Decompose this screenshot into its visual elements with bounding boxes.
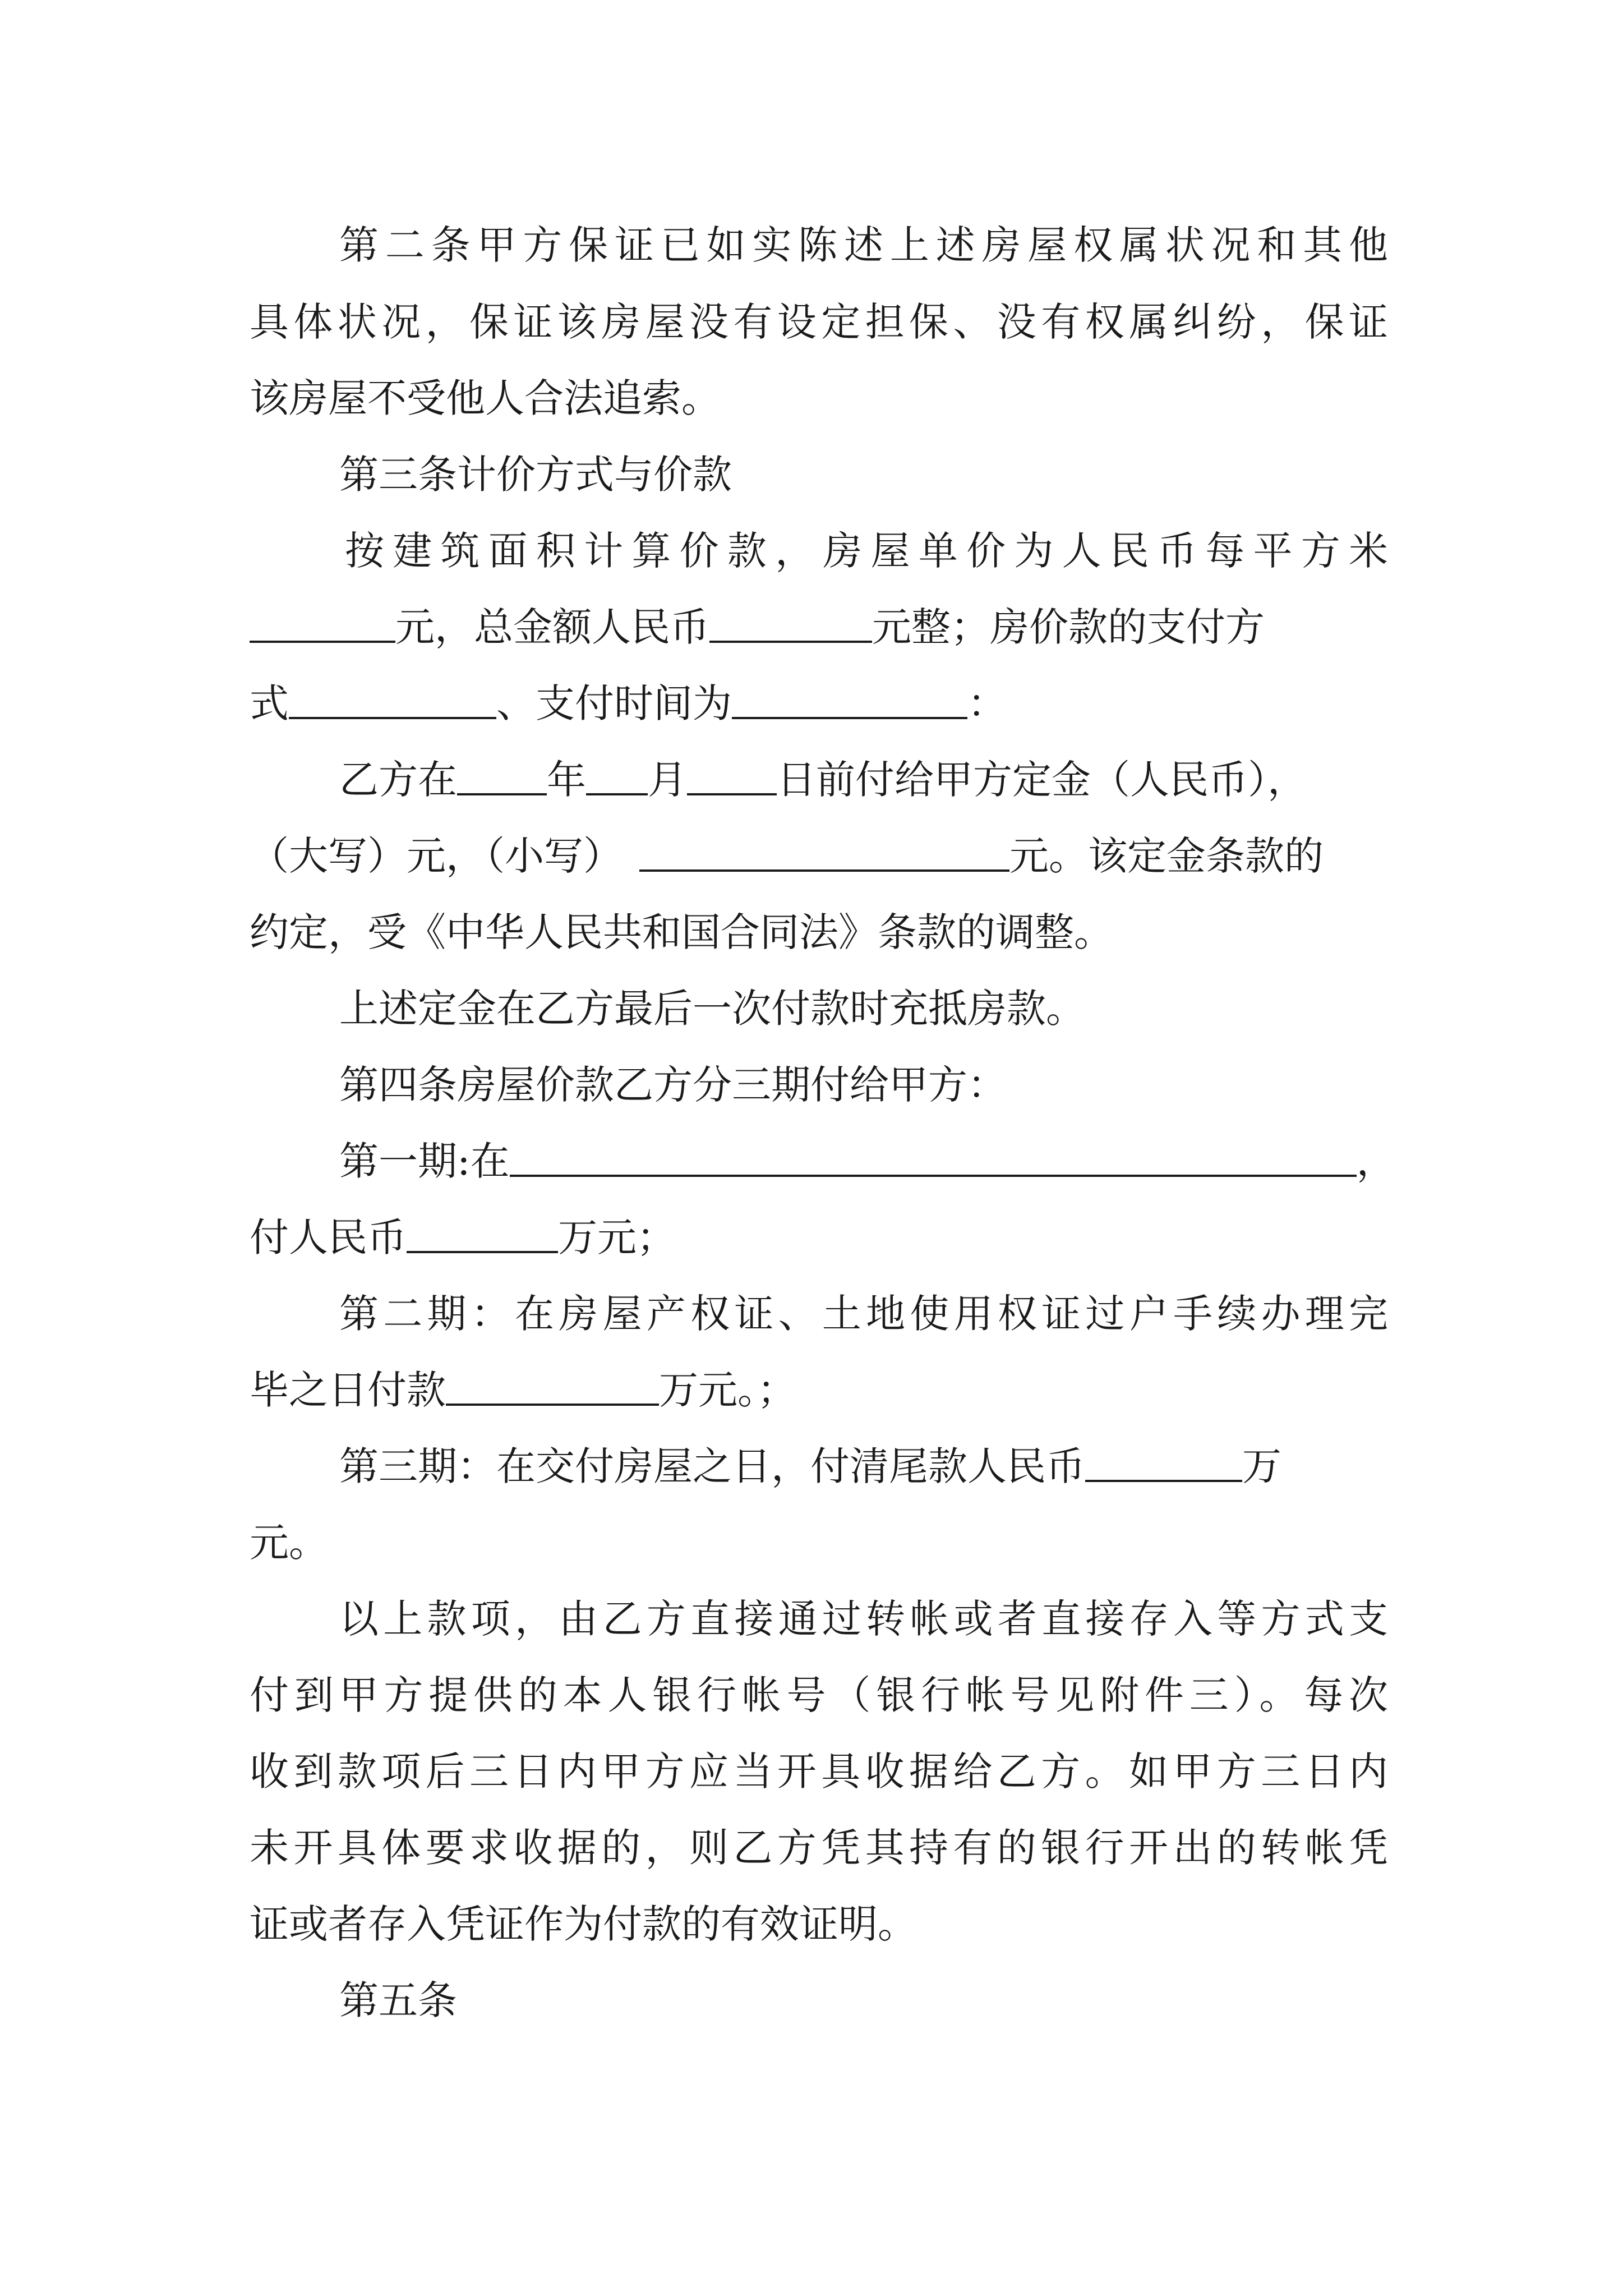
phase1-text-c: 在: [470, 1138, 510, 1184]
deposit-text-a: 乙方在: [339, 757, 457, 803]
total-price-blank[interactable]: [709, 606, 872, 643]
pay-method-line: [250, 678, 1388, 729]
deposit-text-b: 年: [547, 757, 586, 803]
phase1-text-d: ，: [1356, 1138, 1396, 1184]
phase3-amount-blank[interactable]: [1085, 1445, 1242, 1482]
unit-price-blank[interactable]: [250, 606, 395, 643]
article-heading: 第三条计价方式与价款: [339, 452, 732, 498]
paragraph-line: 元。: [250, 1520, 328, 1566]
paragraph-line: 收到款项后三日内甲方应当开具收据给乙方。如甲方三日内: [250, 1749, 1388, 1795]
phase1-amount-line: [250, 1212, 1388, 1263]
deposit-day-blank[interactable]: [687, 758, 777, 795]
pay-method-text-a: 式: [250, 680, 289, 726]
paragraph-line: 第二条甲方保证已如实陈述上述房屋权属状况和其他: [339, 222, 1388, 268]
phase2-amount-line: [250, 1365, 1388, 1415]
phase1-amount-text-b: 万元；: [558, 1214, 676, 1260]
paragraph-line: 具体状况，保证该房屋没有设定担保、没有权属纠纷，保证: [250, 299, 1388, 345]
phase1-line: [339, 1136, 1396, 1186]
deposit-text-c: 月: [648, 757, 687, 803]
phase1-text-b: :: [457, 1138, 471, 1184]
price-line: [250, 602, 1388, 652]
phase1-amount-blank[interactable]: [407, 1216, 558, 1253]
pay-method-text-c: ：: [967, 680, 1007, 726]
paragraph-line: 证或者存入凭证作为付款的有效证明。: [250, 1901, 917, 1947]
article-heading: 第四条房屋价款乙方分三期付给甲方：: [339, 1062, 1007, 1108]
deposit-month-blank[interactable]: [586, 758, 648, 795]
paragraph-line: 以上款项，由乙方直接通过转帐或者直接存入等方式支: [339, 1596, 1388, 1642]
deposit-line: [339, 754, 1388, 805]
paragraph-line: 付到甲方提供的本人银行帐号（银行帐号见附件三）。每次: [250, 1672, 1388, 1718]
price-text-a: 元，总金额人民币: [395, 604, 709, 650]
deposit-text-d: 日前付给甲方定金（人民币），: [777, 757, 1307, 803]
phase3-line: [339, 1441, 1388, 1492]
deposit-amount-text-a: （大写）元，（小写）: [250, 833, 623, 879]
article-heading: 第五条: [339, 1977, 457, 2023]
phase1-text-a: 第一期: [339, 1138, 457, 1184]
deposit-year-blank[interactable]: [457, 758, 547, 795]
phase1-amount-text-a: 付人民币: [250, 1214, 407, 1260]
phase3-text-a: 第三期：在交付房屋之日，付清尾款人民币: [339, 1443, 1085, 1489]
pay-time-blank[interactable]: [732, 682, 967, 719]
price-text-b: 元整；房价款的支付方: [872, 604, 1265, 650]
deposit-amount-text-b: 元。该定金条款的: [1009, 833, 1324, 879]
paragraph-line: 上述定金在乙方最后一次付款时充抵房款。: [339, 986, 1085, 1032]
pay-method-blank[interactable]: [289, 682, 496, 719]
paragraph-line: 该房屋不受他人合法追索。: [250, 375, 721, 421]
deposit-amount-line: [250, 831, 1388, 881]
paragraph-line: 约定，受《中华人民共和国合同法》条款的调整。: [250, 909, 1113, 955]
phase2-amount-text-a: 毕之日付款: [250, 1367, 446, 1413]
pay-method-text-b: 、支付时间为: [496, 680, 732, 726]
paragraph-line: 未开具体要求收据的，则乙方凭其持有的银行开出的转帐凭: [250, 1825, 1388, 1871]
phase3-text-b: 万: [1242, 1443, 1281, 1489]
deposit-amount-blank[interactable]: [639, 835, 1009, 872]
phase1-time-blank[interactable]: [510, 1140, 1357, 1177]
phase2-amount-text-b: 万元。；: [659, 1367, 796, 1413]
phase2-amount-blank[interactable]: [446, 1369, 659, 1406]
paragraph-line: 第二期：在房屋产权证、土地使用权证过户手续办理完: [339, 1291, 1388, 1337]
paragraph-line: 按建筑面积计算价款，房屋单价为人民币每平方米: [345, 528, 1388, 574]
